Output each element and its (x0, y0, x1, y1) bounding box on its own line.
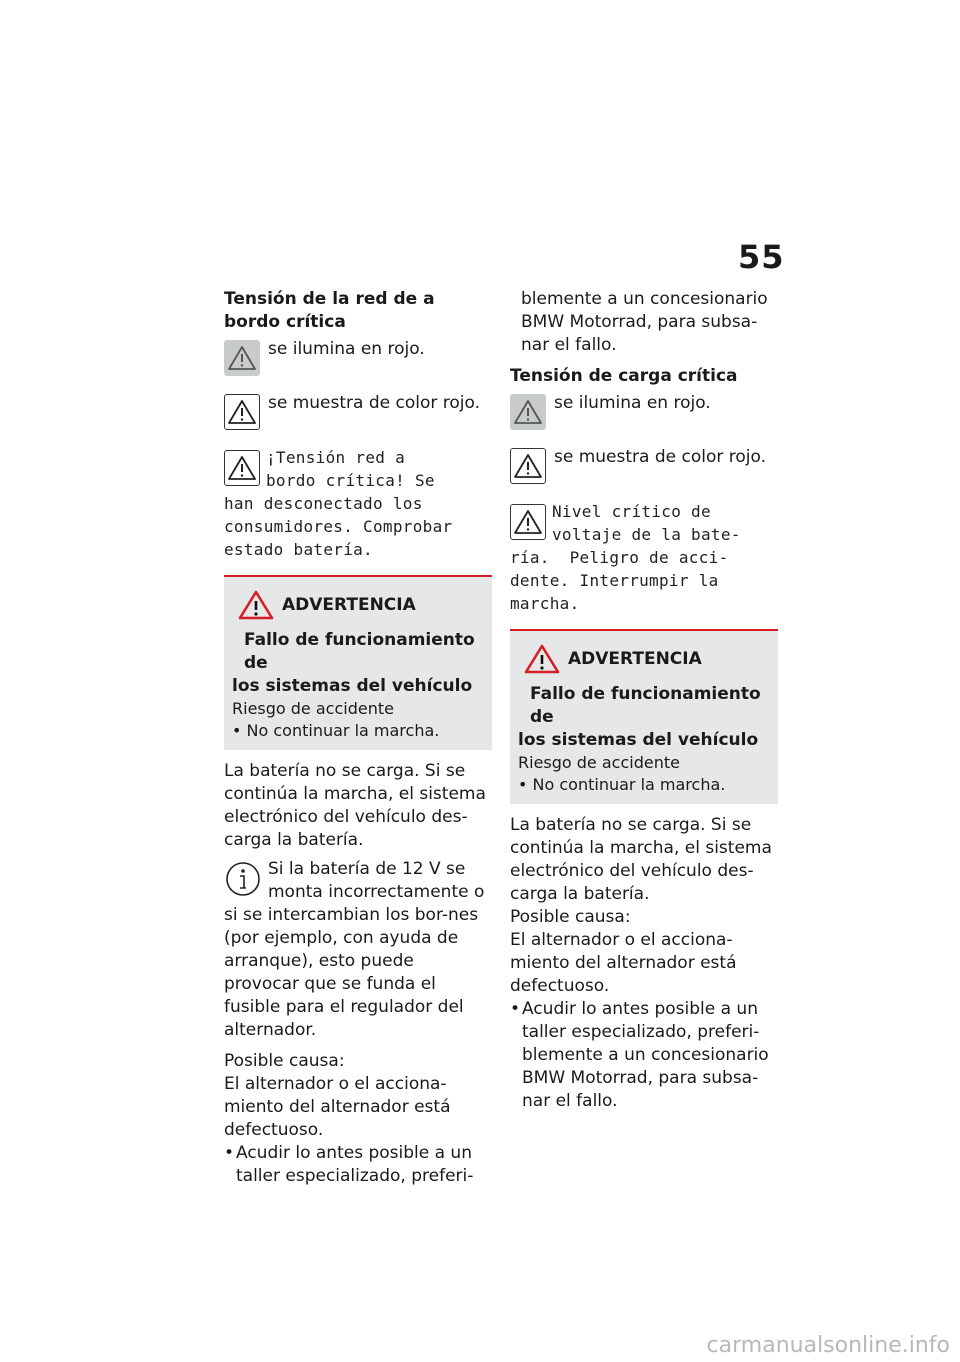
indicator-row-lit (224, 338, 492, 386)
info-icon (224, 860, 262, 898)
display-message-rest: han desconectado los consumidores. Comprobar estado batería. (224, 494, 453, 559)
indicator-shown-text: se muestra de color rojo. (554, 447, 767, 467)
display-message-rest: ría. Peligro de acci- dente. Interrumpir la marcha. (510, 548, 729, 613)
bullet-item: • Acudir lo antes posible a un taller especializado, preferi-blemente a un concesionario BMW Motorrad, para subsa-nar el fallo. (510, 999, 769, 1111)
cause-text: El alternador o el acciona-miento del alternador está defectuoso. (510, 930, 737, 996)
warning-triangle-icon (510, 504, 546, 540)
warning-box (510, 629, 778, 804)
cause-label: Posible causa: (510, 907, 631, 927)
indicator-row-shown (510, 446, 778, 494)
warning-risk: Riesgo de accidente (518, 753, 680, 772)
right-column (510, 288, 778, 1113)
display-message (224, 446, 492, 561)
info-note (224, 858, 492, 1042)
left-column (224, 288, 492, 1188)
warning-line2: los sistemas del vehículo (518, 730, 759, 750)
warning-triangle-icon (224, 394, 260, 430)
indicator-lit-text: se ilumina en rojo. (268, 339, 425, 359)
paragraph-battery: La batería no se carga. Si se continúa la marcha, el sistema electrónico del vehículo des-carga la batería. (510, 815, 772, 904)
warning-box (224, 575, 492, 750)
warning-action: • No continuar la marcha. (232, 721, 440, 740)
warning-title: ADVERTENCIA (568, 649, 702, 669)
section-heading-charge-voltage: Tensión de carga crítica (510, 366, 738, 386)
page-number: 55 (738, 238, 785, 276)
warning-triangle-icon (224, 450, 260, 486)
section-heading-onboard-voltage: Tensión de la red de a bordo crítica (224, 289, 435, 332)
warning-header (518, 643, 770, 675)
warning-header (232, 589, 484, 621)
cause-label: Posible causa: (224, 1051, 345, 1071)
warning-line1: Fallo de funcionamiento de (530, 684, 761, 727)
display-message-line2: voltaje de la bate- (552, 525, 741, 544)
indicator-row-lit (510, 392, 778, 440)
display-message (510, 500, 778, 615)
warning-triangle-icon (510, 394, 546, 430)
indicator-lit-text: se ilumina en rojo. (554, 393, 711, 413)
warning-line1: Fallo de funcionamiento de (244, 630, 475, 673)
watermark: carmanualsonline.info (706, 1333, 950, 1358)
info-text: Si la batería de 12 V se monta incorrectamente o si se intercambian los bor-nes (por ejemplo, con ayuda de arranque), esto puede provocar que se funda el fusible para el regulador del alternador. (224, 859, 485, 1040)
warning-risk: Riesgo de accidente (232, 699, 394, 718)
warning-line2: los sistemas del vehículo (232, 676, 473, 696)
display-message-line2: bordo crítica! Se (266, 471, 435, 490)
paragraph-battery: La batería no se carga. Si se continúa la marcha, el sistema electrónico del vehículo des-carga la batería. (224, 761, 486, 850)
indicator-shown-text: se muestra de color rojo. (268, 393, 481, 413)
warning-triangle-icon (510, 448, 546, 484)
cause-text: El alternador o el acciona-miento del alternador está defectuoso. (224, 1074, 451, 1140)
warning-title: ADVERTENCIA (282, 595, 416, 615)
display-message-line1: ¡Tensión red a (266, 448, 406, 467)
continuation-text: blemente a un concesionario BMW Motorrad, para subsa-nar el fallo. (521, 289, 768, 355)
warning-triangle-icon (224, 340, 260, 376)
indicator-row-shown (224, 392, 492, 440)
bullet-item: • Acudir lo antes posible a un taller especializado, preferi- (224, 1143, 474, 1186)
display-message-line1: Nivel crítico de (552, 502, 711, 521)
warning-action: • No continuar la marcha. (518, 775, 726, 794)
warning-red-icon (238, 589, 274, 621)
warning-red-icon (524, 643, 560, 675)
